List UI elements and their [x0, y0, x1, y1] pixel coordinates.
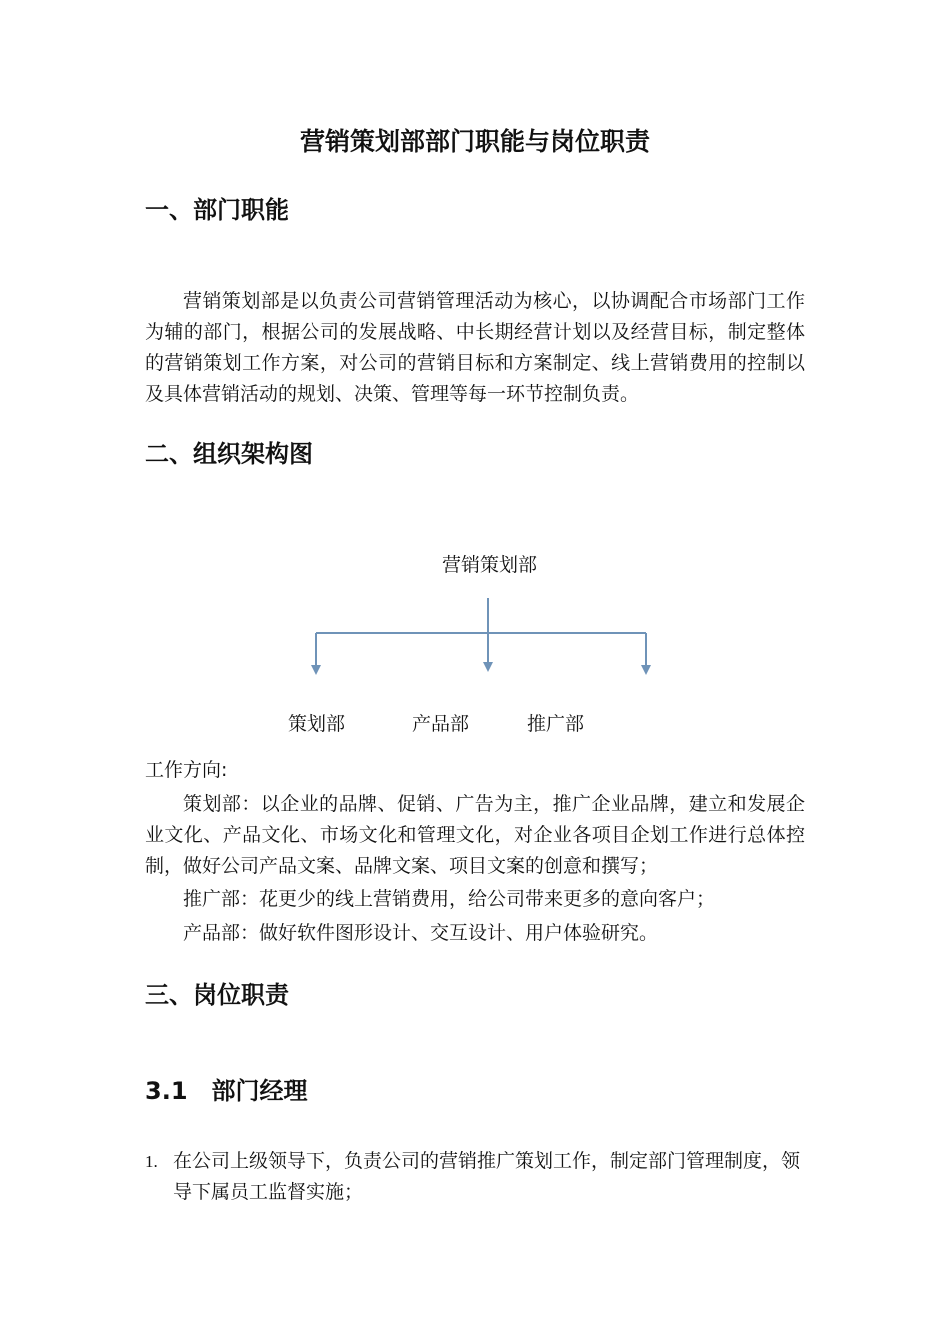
- org-node-planning: 策划部: [288, 713, 346, 735]
- section-heading-department-function: 一、部门职能: [145, 196, 289, 224]
- section-heading-org-chart: 二、组织架构图: [145, 440, 313, 468]
- org-node-root: 营销策划部: [442, 554, 538, 576]
- org-node-promotion: 推广部: [527, 713, 585, 735]
- section-heading-responsibilities: 三、岗位职责: [145, 981, 289, 1009]
- list-item-number: 1.: [145, 1152, 158, 1171]
- org-node-product: 产品部: [412, 713, 470, 735]
- list-item-text: 在公司上级领导下，负责公司的营销推广策划工作，制定部门管理制度，领导下属员工监督实施；: [173, 1150, 801, 1203]
- direction-promotion: 推广部：花更少的线上营销费用，给公司带来更多的意向客户；: [183, 888, 716, 910]
- department-function-paragraph: 营销策划部是以负责公司营销管理活动为核心，以协调配合市场部门工作为辅的部门，根据公司的发展战略、中长期经营计划以及经营目标，制定整体的营销策划工作方案，对公司的营销目标和方案制定、线上营销费用的控制以及具体营销活动的规划、决策、管理等每一环节控制负责。: [145, 290, 805, 405]
- arrow-left-icon: [311, 665, 321, 675]
- direction-planning: 策划部：以企业的品牌、促销、广告为主，推广企业品牌，建立和发展企业文化、产品文化、市场文化和管理文化，对企业各项目企划工作进行总体控制，做好公司产品文案、品牌文案、项目文案的创意和撰写；: [145, 793, 805, 877]
- list-item: [145, 1146, 805, 1208]
- direction-product: 产品部：做好软件图形设计、交互设计、用户体验研究。: [183, 922, 659, 944]
- arrow-right-icon: [641, 665, 651, 675]
- work-direction-label: 工作方向:: [145, 759, 228, 781]
- arrow-center-icon: [483, 662, 493, 672]
- document-title: 营销策划部部门职能与岗位职责: [299, 127, 650, 156]
- subsection-heading-manager: 3.1 部门经理: [145, 1077, 308, 1105]
